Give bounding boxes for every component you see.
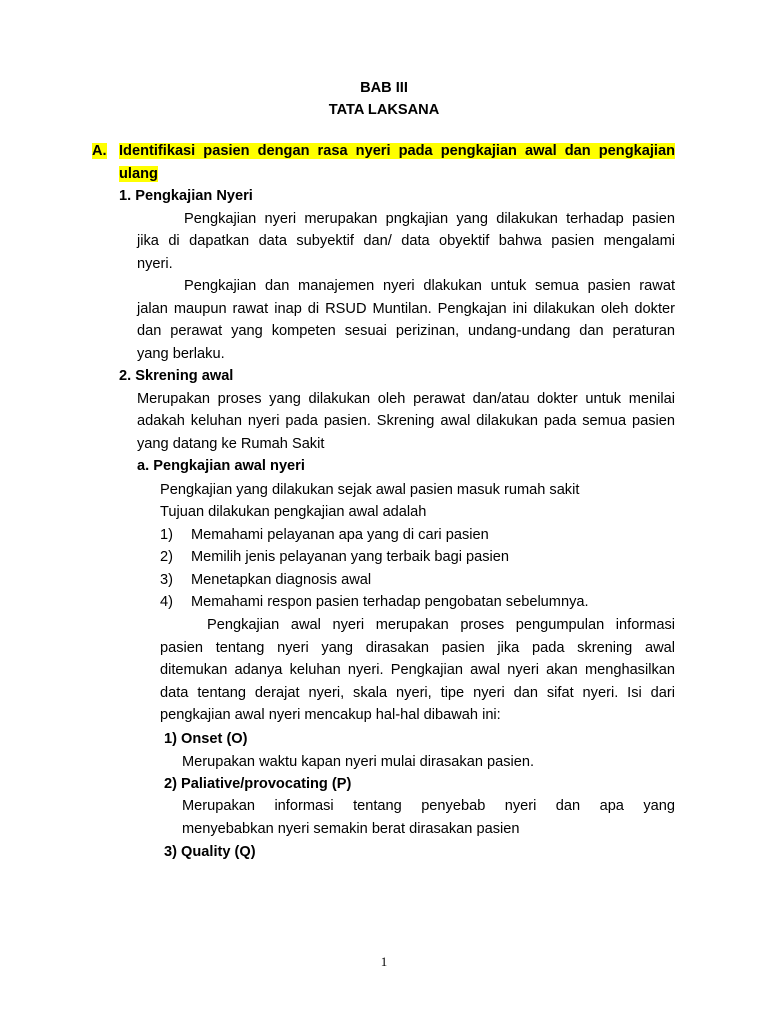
item1-p2-line2: jalan maupun rawat inap di RSUD Muntilan. Pengkajan ini dilakukan oleh dokter: [137, 301, 675, 317]
quality-heading: 3) Quality (Q): [164, 844, 256, 860]
goal-number: 4): [160, 594, 173, 610]
goal-number: 2): [160, 549, 173, 565]
item1-p1-line2: jika di dapatkan data subyektif dan/ data obyektif bahwa pasien mengalami: [137, 233, 675, 249]
section-a-heading-cont: ulang: [119, 166, 158, 182]
chapter-title: TATA LAKSANA: [328, 102, 440, 118]
page-number: 1: [380, 954, 388, 969]
paliative-line1: Merupakan informasi tentang penyebab nyeri dan apa yang: [182, 798, 675, 814]
item1-p2-line4: yang berlaku.: [137, 346, 225, 362]
item2-p1-line3: yang datang ke Rumah Sakit: [137, 436, 325, 452]
chapter-label: BAB III: [360, 80, 408, 96]
sub-a-para-line5: pengkajian awal nyeri mencakup hal-hal dibawah ini:: [160, 707, 501, 723]
item1-p2-line1: Pengkajian dan manajemen nyeri dlakukan untuk semua pasien rawat: [184, 278, 675, 294]
sub-a-line2: Tujuan dilakukan pengkajian awal adalah: [160, 504, 427, 520]
section-a-heading: Identifikasi pasien dengan rasa nyeri pada pengkajian awal dan pengkajian: [119, 143, 675, 159]
onset-text: Merupakan waktu kapan nyeri mulai dirasakan pasien.: [182, 754, 535, 770]
sub-a-line1: Pengkajian yang dilakukan sejak awal pasien masuk rumah sakit: [160, 482, 580, 498]
sub-a-para-line3: ditemukan adanya keluhan nyeri. Pengkajian awal nyeri akan menghasilkan: [160, 662, 675, 678]
goal-number: 3): [160, 572, 173, 588]
item1-heading: 1. Pengkajian Nyeri: [119, 188, 253, 204]
goal-text: Memahami respon pasien terhadap pengobatan sebelumnya.: [191, 594, 589, 610]
goal-text: Menetapkan diagnosis awal: [191, 572, 372, 588]
goal-text: Memahami pelayanan apa yang di cari pasien: [191, 527, 489, 543]
item2-heading: 2. Skrening awal: [119, 368, 234, 384]
goal-number: 1): [160, 527, 173, 543]
sub-a-para-line4: data tentang derajat nyeri, skala nyeri, tipe nyeri dan sifat nyeri. Isi dari: [160, 685, 675, 701]
section-a-marker: A.: [92, 143, 107, 159]
onset-heading: 1) Onset (O): [164, 731, 248, 747]
item1-p2-line3: dan perawat yang kompeten sesuai perizinan, undang-undang dan peraturan: [137, 323, 675, 339]
goal-text: Memilih jenis pelayanan yang terbaik bagi pasien: [191, 549, 510, 565]
item1-p1-line1: Pengkajian nyeri merupakan pngkajian yang dilakukan terhadap pasien: [184, 211, 675, 227]
item1-p1-line3: nyeri.: [137, 256, 173, 272]
sub-a-para-line1: Pengkajian awal nyeri merupakan proses pengumpulan informasi: [207, 617, 675, 633]
paliative-line2: menyebabkan nyeri semakin berat dirasakan pasien: [182, 821, 520, 837]
item2-p1-line2: adakah keluhan nyeri pada pasien. Skrening awal dilakukan pada semua pasien: [137, 413, 675, 429]
sub-a-para-line2: pasien tentang nyeri yang dirasakan pasien jika pada skrening awal: [160, 640, 675, 656]
paliative-heading: 2) Paliative/provocating (P): [164, 776, 352, 792]
item2-p1-line1: Merupakan proses yang dilakukan oleh perawat dan/atau dokter untuk menilai: [137, 391, 675, 407]
sub-a-heading: a. Pengkajian awal nyeri: [137, 458, 305, 474]
